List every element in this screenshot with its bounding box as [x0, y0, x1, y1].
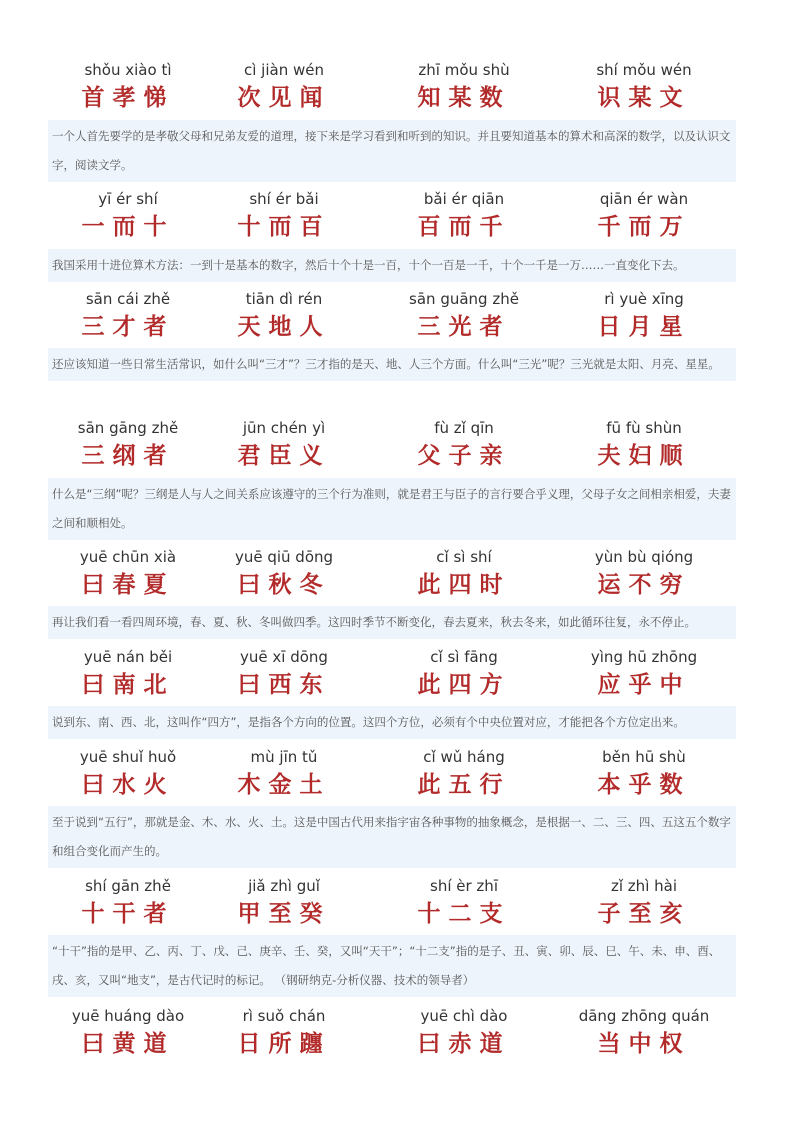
- pinyin: yuē qiū dōng: [234, 548, 334, 566]
- pinyin: zhī mǒu shù: [418, 61, 510, 79]
- verse-group: [194, 60, 374, 113]
- hanzi: 三才者: [81, 314, 175, 340]
- explanation-note: 什么是“三纲”呢？三纲是人与人之间关系应该遵守的三个行为准则，就是君王与臣子的言行要合乎义理，父母子女之间相亲相爱，夫妻之间和顺相处。: [48, 478, 736, 540]
- hanzi: 此四时: [417, 572, 511, 598]
- explanation-note: 我国采用十进位算术方法：一到十是基本的数字，然后十个十是一百，十个一百是一千，十个一千是一万……一直变化下去。: [48, 249, 736, 282]
- pinyin: sān guāng zhě: [409, 290, 519, 308]
- verse-group: [38, 547, 218, 600]
- hanzi: 甲至癸: [237, 901, 331, 927]
- pinyin: yuē chì dào: [420, 1007, 508, 1025]
- verse-group: [374, 418, 554, 471]
- pinyin: dāng zhōng quán: [578, 1007, 710, 1025]
- pinyin: shí ér bǎi: [249, 190, 319, 208]
- verse-group: [554, 60, 734, 113]
- hanzi: 曰秋冬: [237, 572, 331, 598]
- pinyin: yuē chūn xià: [79, 548, 177, 566]
- verse-group: [554, 289, 734, 342]
- hanzi: 本乎数: [597, 772, 691, 798]
- pinyin: tiān dì rén: [245, 290, 323, 308]
- hanzi: 曰水火: [81, 772, 175, 798]
- verse-group: [374, 1006, 554, 1059]
- pinyin: sān cái zhě: [85, 290, 171, 308]
- pinyin: shǒu xiào tì: [84, 61, 172, 79]
- pinyin: rì suǒ chán: [242, 1007, 326, 1025]
- verse-group: [374, 876, 554, 929]
- hanzi: 识某文: [597, 85, 691, 111]
- verse-group: [554, 876, 734, 929]
- pinyin: cì jiàn wén: [244, 61, 324, 79]
- pinyin: fū fù shùn: [606, 419, 682, 437]
- hanzi: 三纲者: [81, 443, 175, 469]
- hanzi: 天地人: [237, 314, 331, 340]
- hanzi: 日月星: [597, 314, 691, 340]
- hanzi: 木金土: [237, 772, 331, 798]
- verse-group: [38, 1006, 218, 1059]
- verse-group: [38, 418, 218, 471]
- pinyin: fù zǐ qīn: [434, 419, 494, 437]
- verse-group: [38, 747, 218, 800]
- verse-group: [194, 289, 374, 342]
- verse-group: [374, 189, 554, 242]
- pinyin: yuē shuǐ huǒ: [79, 748, 177, 766]
- verse-group: [554, 647, 734, 700]
- verse-group: [194, 876, 374, 929]
- hanzi: 此五行: [417, 772, 511, 798]
- hanzi: 曰赤道: [417, 1031, 511, 1057]
- verse-group: [194, 547, 374, 600]
- pinyin: yuē xī dōng: [240, 648, 328, 666]
- hanzi: 次见闻: [237, 85, 331, 111]
- pinyin: jūn chén yì: [242, 419, 326, 437]
- verse-group: [374, 547, 554, 600]
- pinyin: yùn bù qióng: [594, 548, 694, 566]
- hanzi: 十而百: [237, 214, 331, 240]
- verse-group: [554, 547, 734, 600]
- pinyin: sān gāng zhě: [77, 419, 179, 437]
- explanation-note: 说到东、南、西、北，这叫作“四方”，是指各个方向的位置。这四个方位，必须有个中央位置对应，才能把各个方位定出来。: [48, 706, 736, 739]
- explanation-note: 再让我们看一看四周环境，春、夏、秋、冬叫做四季。这四时季节不断变化，春去夏来，秋去冬来，如此循环往复，永不停止。: [48, 606, 736, 639]
- pinyin: shí èr zhī: [430, 877, 498, 895]
- pinyin: cǐ sì shí: [436, 548, 492, 566]
- pinyin: cǐ sì fāng: [430, 648, 498, 666]
- hanzi: 君臣义: [237, 443, 331, 469]
- verse-group: [38, 647, 218, 700]
- hanzi: 运不穷: [597, 572, 691, 598]
- verse-group: [194, 647, 374, 700]
- hanzi: 知某数: [417, 85, 511, 111]
- hanzi: 十二支: [417, 901, 511, 927]
- hanzi: 夫妇顺: [597, 443, 691, 469]
- verse-group: [194, 189, 374, 242]
- hanzi: 首孝悌: [81, 85, 175, 111]
- hanzi: 父子亲: [417, 443, 511, 469]
- verse-group: [38, 289, 218, 342]
- hanzi: 此四方: [417, 672, 511, 698]
- verse-group: [194, 1006, 374, 1059]
- verse-group: [554, 189, 734, 242]
- hanzi: 当中权: [597, 1031, 691, 1057]
- hanzi: 曰南北: [81, 672, 175, 698]
- verse-group: [194, 418, 374, 471]
- explanation-note: 至于说到“五行”，那就是金、木、水、火、土。这是中国古代用来指宇宙各种事物的抽象概念，是根据一、二、三、四、五这五个数字和组合变化而产生的。: [48, 806, 736, 868]
- pinyin: yuē huáng dào: [71, 1007, 185, 1025]
- verse-group: [194, 747, 374, 800]
- hanzi: 一而十: [81, 214, 175, 240]
- pinyin: běn hū shù: [602, 748, 686, 766]
- pinyin: zǐ zhì hài: [611, 877, 677, 895]
- explanation-note: “十干”指的是甲、乙、丙、丁、戊、己、庚辛、壬、癸，又叫“天干”；“十二支”指的是子、丑、寅、卯、辰、巳、午、未、申、酉、戌、亥，又叫“地支”，是古代记时的标记。 （钢研纳克-分析仪器、技术的领导者）: [48, 935, 736, 997]
- hanzi: 三光者: [417, 314, 511, 340]
- verse-group: [374, 647, 554, 700]
- hanzi: 十干者: [81, 901, 175, 927]
- verse-group: [554, 1006, 734, 1059]
- verse-group: [374, 60, 554, 113]
- pinyin: shí gān zhě: [85, 877, 171, 895]
- verse-group: [38, 60, 218, 113]
- verse-group: [38, 189, 218, 242]
- explanation-note: 一个人首先要学的是孝敬父母和兄弟友爱的道理，接下来是学习看到和听到的知识。并且要知道基本的算术和高深的数学，以及认识文字，阅读文学。: [48, 120, 736, 182]
- hanzi: 曰西东: [237, 672, 331, 698]
- pinyin: jiǎ zhì guǐ: [248, 877, 320, 895]
- pinyin: qiān ér wàn: [599, 190, 689, 208]
- verse-group: [374, 747, 554, 800]
- pinyin: mù jīn tǔ: [250, 748, 318, 766]
- verse-group: [38, 876, 218, 929]
- hanzi: 曰黄道: [81, 1031, 175, 1057]
- hanzi: 百而千: [417, 214, 511, 240]
- hanzi: 曰春夏: [81, 572, 175, 598]
- hanzi: 千而万: [597, 214, 691, 240]
- pinyin: yuē nán běi: [83, 648, 173, 666]
- pinyin: bǎi ér qiān: [423, 190, 505, 208]
- hanzi: 应乎中: [597, 672, 691, 698]
- pinyin: cǐ wǔ háng: [423, 748, 505, 766]
- verse-group: [554, 747, 734, 800]
- hanzi: 日所躔: [237, 1031, 331, 1057]
- verse-group: [374, 289, 554, 342]
- explanation-note: 还应该知道一些日常生活常识，如什么叫“三才”？三才指的是天、地、人三个方面。什么叫“三光”呢？三光就是太阳、月亮、星星。: [48, 348, 736, 381]
- hanzi: 子至亥: [597, 901, 691, 927]
- pinyin: rì yuè xīng: [604, 290, 684, 308]
- pinyin: yìng hū zhōng: [590, 648, 698, 666]
- pinyin: shí mǒu wén: [596, 61, 692, 79]
- pinyin: yī ér shí: [98, 190, 158, 208]
- verse-group: [554, 418, 734, 471]
